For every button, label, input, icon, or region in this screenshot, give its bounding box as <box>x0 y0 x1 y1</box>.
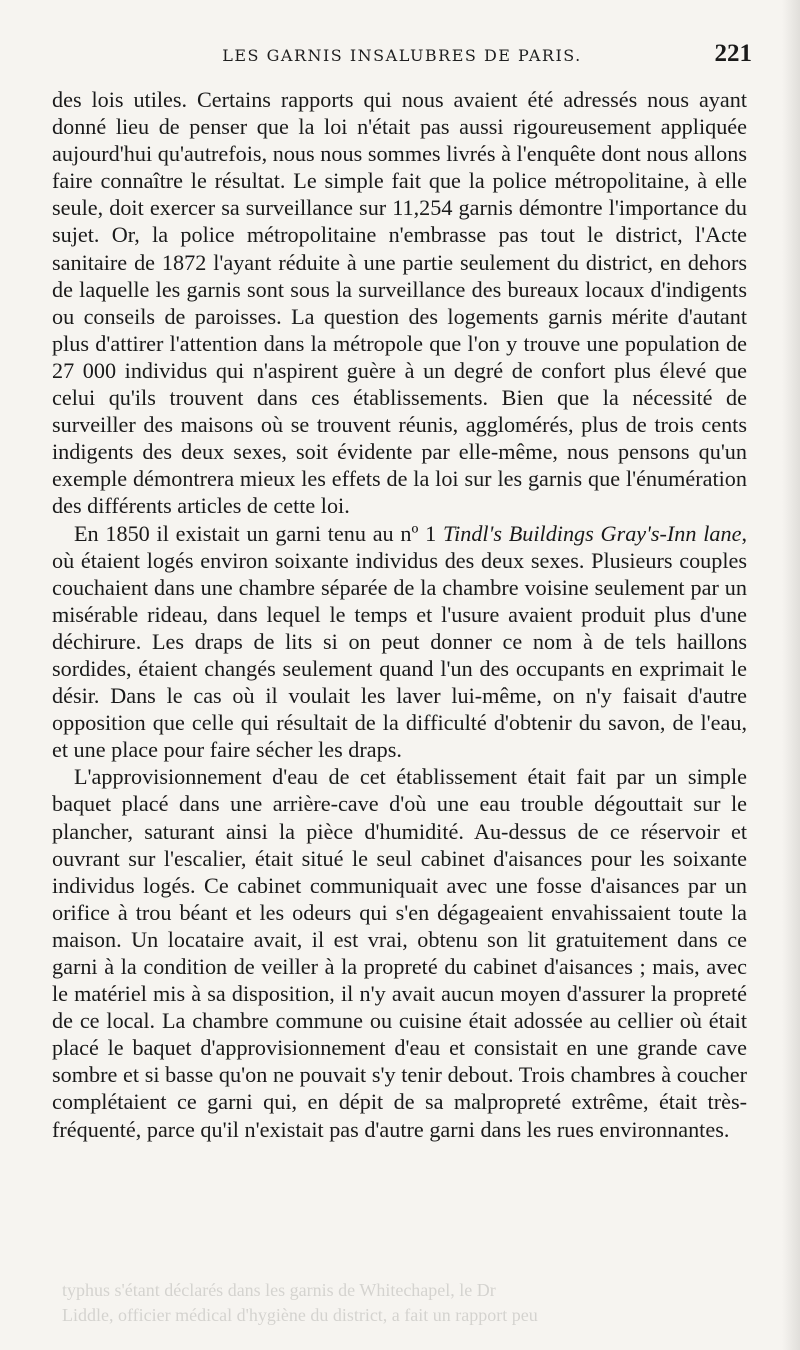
page-header <box>52 38 752 78</box>
paragraph-2-end: , où étaient logés environ soixante individus des deux sexes. Plusieurs couples couchaient dans une chambre séparée de la chambre voisine seulement par un misérable rideau, dans lequel le temps et l'usure avaient produit plus d'une déchirure. Les draps de lits si on peut donner ce nom à de tels haillons sordides, étaient changés seulement quand l'un des occupants en exprimait le désir. Dans le cas où il voulait les laver lui-même, on n'y faisait d'autre opposition que celle qui résultait de la difficulté d'obtenir du savon, de l'eau, et une place pour faire sécher les draps. <box>52 520 747 763</box>
page-edge-shadow <box>782 0 800 1350</box>
bleed-through-text: Liddle, officier médical d'hygiène du district, a fait un rapport peu <box>62 1305 538 1325</box>
address-italic: Tindl's Buildings Gray's-Inn lane <box>442 520 742 546</box>
bleed-through-text: typhus s'étant déclarés dans les garnis de Whitechapel, le Dr <box>62 1280 496 1300</box>
paragraph-2 <box>52 520 747 764</box>
paragraph-2-start: En 1850 il existait un garni tenu au nº 1 <box>74 520 443 546</box>
running-title: LES GARNIS INSALUBRES DE PARIS. <box>222 46 582 65</box>
paragraph-3: L'approvisionnement d'eau de cet établissement était fait par un simple baquet placé dans une arrière-cave d'où une eau trouble dégouttait sur le plancher, saturant ainsi la pièce d'humidité. Au-dessus de ce réservoir et ouvrant sur l'escalier, était situé le seul cabinet d'aisances pour les soixante individus logés. Ce cabinet communiquait avec une fosse d'aisances par un orifice à trou béant et les odeurs qui s'en dégageaient envahissaient toute la maison. Un locataire avait, il est vrai, obtenu son lit gratuitement dans ce garni à la condition de veiller à la propreté du cabinet d'aisances ; mais, avec le matériel mis à sa disposition, il n'y avait aucun moyen d'assurer la propreté de ce local. La chambre commune ou cuisine était adossée au cellier où était placé le baquet d'approvisionnement d'eau et consistait en une grande cave sombre et si basse qu'on ne pouvait s'y tenir debout. Trois chambres à coucher complétaient ce garni qui, en dépit de sa malpropreté extrême, était très-fréquenté, parce qu'il n'existait pas d'autre garni dans les rues environnantes. <box>52 764 747 1142</box>
body-text <box>52 86 747 1143</box>
page-number: 221 <box>714 40 752 67</box>
paragraph-1: des lois utiles. Certains rapports qui nous avaient été adressés nous ayant donné lieu de penser que la loi n'était pas aussi rigoureusement appliquée aujourd'hui qu'autrefois, nous nous sommes livrés à l'enquête dont nous allons faire connaître le résultat. Le simple fait que la police métropolitaine, à elle seule, doit exercer sa surveillance sur 11,254 garnis démontre l'importance du sujet. Or, la police métropolitaine n'embrasse pas tout le district, l'Acte sanitaire de 1872 l'ayant réduite à une partie seulement du district, en dehors de laquelle les garnis sont sous la surveillance des bureaux locaux d'indigents ou conseils de paroisses. La question des logements garnis mérite d'autant plus d'attirer l'attention dans la métropole que l'on y trouve une population de 27 000 individus qui n'aspirent guère à un degré de confort plus élevé que celui qu'ils trouvent dans ces établissements. Bien que la nécessité de surveiller des maisons où se trouvent réunis, agglomérés, plus de trois cents indigents des deux sexes, soit évidente par elle-même, nous pensons qu'un exemple démontrera mieux les effets de la loi sur les garnis que l'énumération des différents articles de cette loi. <box>52 87 747 519</box>
